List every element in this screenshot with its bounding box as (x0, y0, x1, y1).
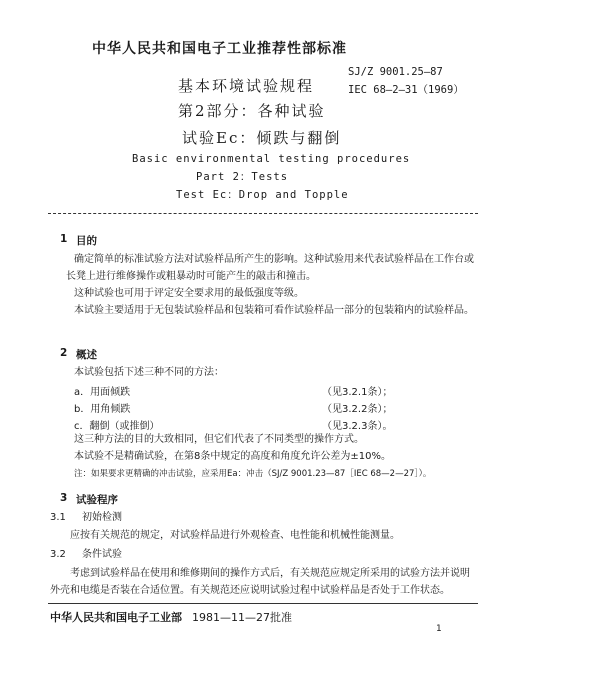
method-item-a: a．用面倾跌 (74, 387, 131, 398)
section-1-para-3: 本试验主要适用于无包装试验样品和包装箱可看作试验样品一部分的包装箱内的试验样品。 (74, 305, 474, 316)
section-2-heading: 概述 (76, 349, 97, 361)
method-item-c: c．翻倒（或推倒） (74, 421, 160, 432)
section-1-para-2: 这种试验也可用于评定安全要求用的最低强度等级。 (74, 288, 304, 299)
subsection-3-1-text: 应按有关规范的规定，对试验样品进行外观检查、电性能和机械性能测量。 (70, 530, 400, 541)
subsection-3-1-heading: 初始检测 (82, 512, 122, 523)
method-item-b-ref: （见3.2.2条）； (322, 404, 393, 415)
section-2-precision: 本试验不是精确试验，在第8条中规定的高度和角度允许公差为±10%。 (74, 451, 391, 462)
english-title-line-3: Test Ec：Drop and Topple (176, 189, 349, 201)
footer-divider (48, 603, 478, 604)
page-number: 1 (436, 624, 442, 634)
section-2-purpose: 这三种方法的目的大致相同，但它们代表了不同类型的操作方式。 (74, 434, 364, 445)
english-title-line-2: Part 2：Tests (196, 171, 289, 183)
footer-ministry: 中华人民共和国电子工业部 (50, 611, 182, 624)
section-3-number: 3 (60, 492, 68, 504)
standard-number: SJ/Z 9001.25—87 (348, 66, 443, 78)
title-line-3: 试验Ec：倾跌与翻倒 (182, 129, 342, 147)
section-2-number: 2 (60, 347, 68, 359)
section-3-heading: 试验程序 (76, 494, 118, 506)
title-line-2: 第2部分：各种试验 (178, 102, 326, 120)
section-2-note: 注：如果要求更精确的冲击试验，应采用Ea：冲击（SJ/Z 9001.23—87［IEC 68—2—27］）。 (74, 469, 432, 479)
footer-approval-date: 1981—11—27批准 (192, 611, 292, 624)
section-1-heading: 目的 (76, 235, 97, 247)
title-divider (48, 213, 478, 214)
subsection-3-1-number: 3.1 (50, 512, 66, 523)
section-2-intro: 本试验包括下述三种不同的方法： (74, 367, 224, 378)
iec-reference: IEC 68—2—31（1969） (348, 84, 464, 96)
subsection-3-2-heading: 条件试验 (82, 549, 122, 560)
method-item-c-ref: （见3.2.3条）。 (322, 421, 393, 432)
english-title-line-1: Basic environmental testing procedures (132, 153, 411, 165)
subsection-3-2-text: 考虑到试验样品在使用和维修期间的操作方式后，有关规范应规定所采用的试验方法并说明外壳和电缆是否装在合适位置。有关规范还应说明试验过程中试验样品是否处于工作状态。 (50, 568, 470, 596)
subsection-3-2-number: 3.2 (50, 549, 66, 560)
section-1-para-1: 确定简单的标准试验方法对试验样品所产生的影响。这种试验用来代表试验样品在工作台或长凳上进行维修操作或粗暴动时可能产生的敲击和撞击。 (66, 254, 474, 282)
section-1-number: 1 (60, 233, 68, 245)
standard-header-title: 中华人民共和国电子工业推荐性部标准 (92, 41, 347, 57)
title-line-1: 基本环境试验规程 (178, 77, 315, 95)
method-item-a-ref: （见3.2.1条）； (322, 387, 393, 398)
method-item-b: b．用角倾跌 (74, 404, 131, 415)
